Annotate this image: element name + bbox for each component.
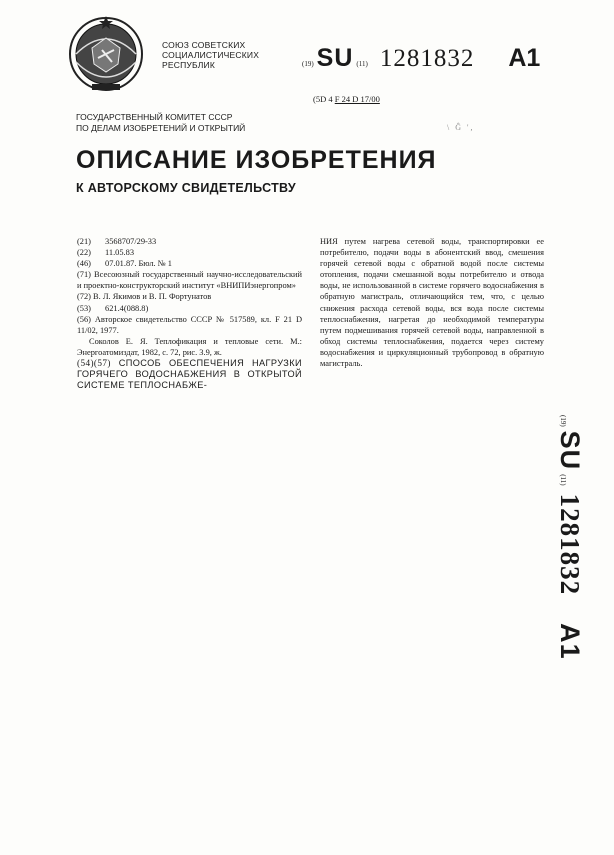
biblio-row: (21) 3568707/29-33 xyxy=(77,237,157,246)
state-emblem xyxy=(62,14,150,96)
faint-stamp: \ Ĝ ', xyxy=(447,123,475,132)
side-country: SU xyxy=(555,430,585,471)
invention-title: (54)(57) СПОСОБ ОБЕСПЕЧЕНИЯ НАГРУЗКИ ГОРЯЧЕГО ВОДОСНАБЖЕНИЯ В ОТКРЫТОЙ СИСТЕМЕ ТЕПЛОСНАБЖЕ- xyxy=(77,358,302,391)
side-code-11: (11) xyxy=(559,474,567,486)
code-19: (19) xyxy=(302,60,314,68)
biblio-row: (53) 621.4(088.8) xyxy=(77,303,149,313)
side-kind: A1 xyxy=(555,623,585,660)
code-11: (11) xyxy=(356,60,368,68)
document-title: ОПИСАНИЕ ИЗОБРЕТЕНИЯ xyxy=(76,146,437,174)
ipc-class xyxy=(313,94,380,104)
biblio-row: (46) 07.01.87. Бюл. № 1 xyxy=(77,259,172,269)
side-code-19: (19) xyxy=(559,415,567,427)
biblio-row: (56) Авторское свидетельство СССР № 517589, кл. F 21 D 11/02, 1977. xyxy=(77,314,302,335)
ipc-value: F 24 D 17/00 xyxy=(334,94,380,104)
ipc-prefix: (5D 4 xyxy=(313,94,333,104)
biblio-row: (71) Всесоюзный государственный научно-исследовательский и проектно-конструкторский институт «ВНИПИэнергопром» xyxy=(77,270,302,291)
biblio-row: (72) В. Л. Якимов и В. П. Фортунатов xyxy=(77,292,212,302)
patent-number: 1281832 xyxy=(379,45,475,72)
country-code: SU xyxy=(316,44,354,72)
bibliographic-data xyxy=(77,236,302,391)
kind-code: A1 xyxy=(508,44,541,72)
reference-text: Соколов Е. Я. Теплофикация и тепловые сети. М.: Энергоатомиздат, 1982, с. 72, рис. 3.9, ж. xyxy=(77,336,302,357)
committee-name: ГОСУДАРСТВЕННЫЙ КОМИТЕТ СССР ПО ДЕЛАМ ИЗОБРЕТЕНИЙ И ОТКРЫТИЙ xyxy=(76,112,246,133)
biblio-row: (22) 11.05.83 xyxy=(77,248,135,258)
side-patent-number xyxy=(545,415,585,675)
document-subtitle: К АВТОРСКОМУ СВИДЕТЕЛЬСТВУ xyxy=(76,181,296,195)
union-name: СОЮЗ СОВЕТСКИХ СОЦИАЛИСТИЧЕСКИХ РЕСПУБЛИК xyxy=(162,40,260,70)
claim-text: НИЯ путем нагрева сетевой воды, транспортировки ее потребителю, подачи воды в абонентский ввод, смешения горячей сетевой воды с обратной водой после системы отопления, подачи смешанной воды потребителю и отвода воды, не использованной в системе горячего водоснабжения в обратную магистраль, отличающийся тем, что, с целью снижения расхода сетевой воды, вся вода после системы теплоснабжения, нагретая до необходимой температуры путем подмешивания горячей сетевой воды, направленной в обход системы теплоснабжения, подается через систему водоснабжения и циркуляционный трубопровод в обратную магистраль. xyxy=(320,237,544,369)
patent-number-header xyxy=(302,44,540,73)
side-number: 1281832 xyxy=(555,493,585,596)
